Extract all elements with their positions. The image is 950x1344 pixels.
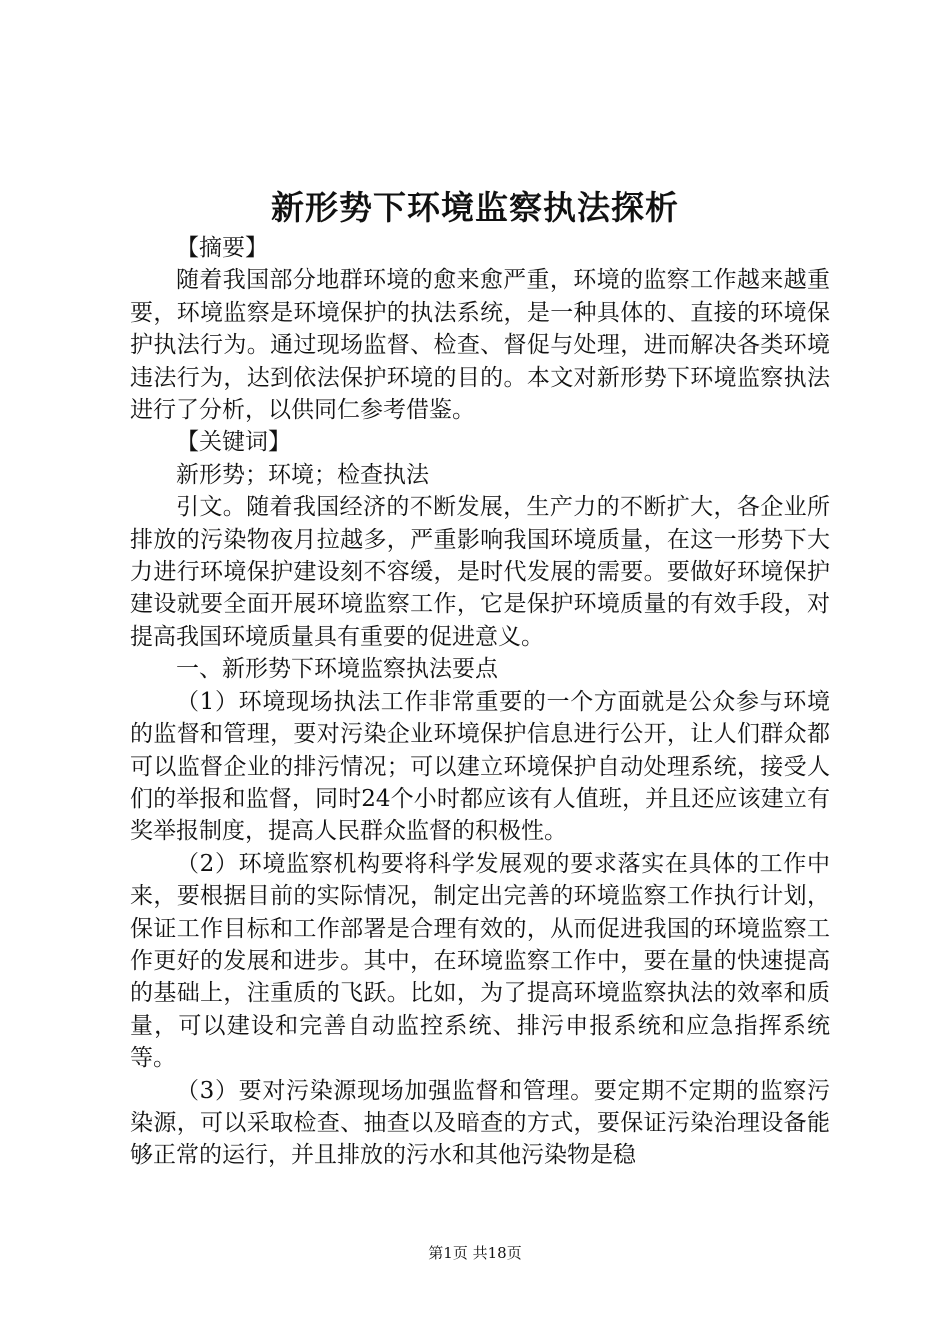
- keywords-heading: 【关键词】: [176, 429, 291, 456]
- abstract-paragraph: 随着我国部分地群环境的愈来愈严重，环境的监察工作越来越重要，环境监察是环境保护的执法系统，是一种具体的、直接的环境保护执法行为。通过现场监督、检查、督促与处理，进而解决各类环境违法行为，达到依法保护环境的目的。本文对新形势下环境监察执法进行了分析，以供同仁参考借鉴。: [130, 267, 830, 424]
- intro-paragraph: 引文。随着我国经济的不断发展，生产力的不断扩大，各企业所排放的污染物夜月拉越多，严重影响我国环境质量，在这一形势下大力进行环境保护建设刻不容缓，是时代发展的需要。要做好环境保护建设就要全面开展环境监察工作，它是保护环境质量的有效手段，对提高我国环境质量具有重要的促进意义。: [130, 494, 830, 650]
- point-3-paragraph: （3）要对污染源现场加强监督和管理。要定期不定期的监察污染源，可以采取检查、抽查以及暗查的方式，要保证污染治理设备能够正常的运行，并且排放的污水和其他污染物是稳: [130, 1077, 830, 1169]
- section-heading-1: 一、新形势下环境监察执法要点: [176, 656, 498, 683]
- keywords-paragraph: 新形势；环境；检查执法: [176, 461, 429, 488]
- abstract-heading: 【摘要】: [176, 235, 268, 261]
- point-1-paragraph: （1）环境现场执法工作非常重要的一个方面就是公众参与环境的监督和管理，要对污染企业环境保护信息进行公开，让人们群众都可以监督企业的排污情况；可以建立环境保护自动处理系统，接受人们的举报和监督，同时24个小时都应该有人值班，并且还应该建立有奖举报制度，提高人民群众监督的积极性。: [130, 688, 830, 845]
- document-title: 新形势下环境监察执法探析: [271, 188, 679, 227]
- page-number-footer: 第1页 共18页: [428, 1244, 522, 1262]
- point-2-paragraph: （2）环境监察机构要将科学发展观的要求落实在具体的工作中来，要根据目前的实际情况，制定出完善的环境监察工作执行计划，保证工作目标和工作部署是合理有效的，从而促进我国的环境监察工作更好的发展和进步。其中，在环境监察工作中，要在量的快速提高的基础上，注重质的飞跃。比如，为了提高环境监察执法的效率和质量，可以建设和完善自动监控系统、排污申报系统和应急指挥系统等。: [130, 850, 830, 1072]
- document-body: [130, 232, 830, 1172]
